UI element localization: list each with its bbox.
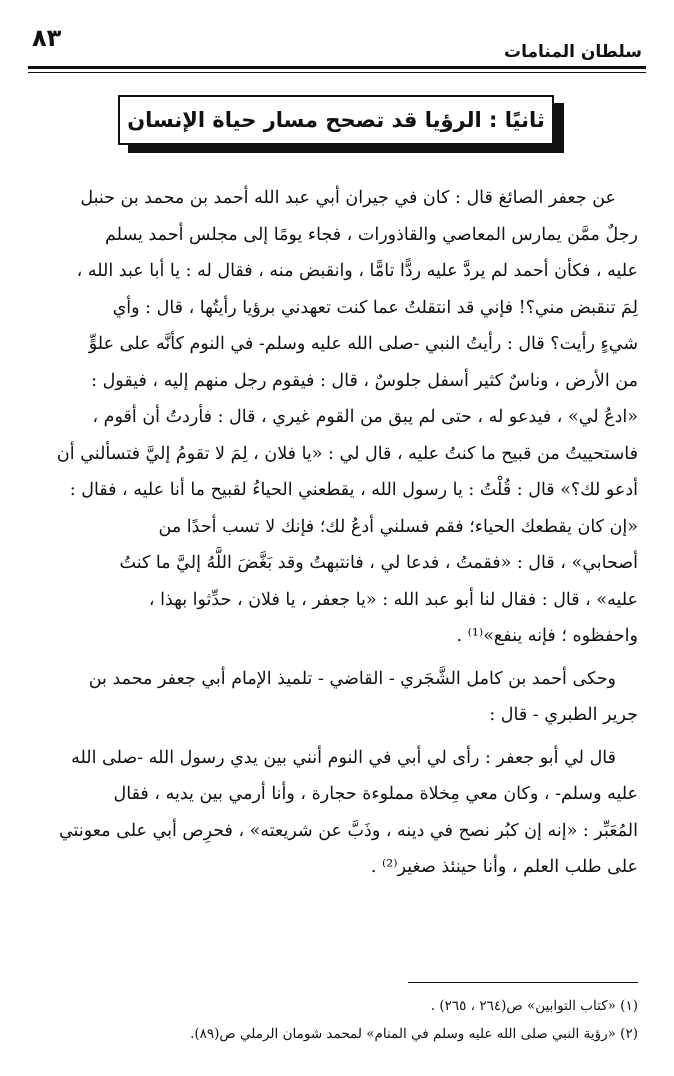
text-line: فاستحييتُ من قبيح ما كنتُ عليه ، قال لي : «يا فلان ، لِمَ لا تقومُ إليَّ فتسألني أن [56,443,638,464]
text-line: أصحابي» ، قال : «فقمتُ ، فدعا لي ، فانتبهتُ وقد بَغَّضَ اللَّهُ إليَّ ما كنتُ [119,553,638,573]
text-line: عليه ، فكأن أحمد لم يردَّ عليه ردًّا تامًّا ، وانقبض منه ، فقال له : يا أبا عبد الله ، [76,261,638,281]
footnote-separator [408,982,638,983]
section-title: ثانيًا : الرؤيا قد تصحح مسار حياة الإنسان [127,108,545,132]
body-text [36,180,638,886]
text-line: رجلٌ ممَّن يمارس المعاصي والقاذورات ، فجاء يومًا إلى مجلس أحمد يسلم [105,224,638,245]
paragraph-3 [36,740,638,886]
text-line: جرير الطبري - قال : [489,705,638,725]
text-line: «إن كان يقطعك الحياء؛ فقم فسلني أدعُ لك؛ فإنك لا تسب أحدًا من [158,516,638,537]
text-line: واحفظوه ؛ فإنه ينفع»⁽¹⁾ . [456,626,638,646]
text-line: قال لي أبو جعفر : رأى لي أبي في النوم أنني بين يدي رسول الله -صلى الله [71,747,616,768]
footnote-1: (١) «كتاب التوابين» ص(٢٦٤ ، ٢٦٥) . [430,998,638,1014]
footnote-2: (٢) «رؤية النبي صلى الله عليه وسلم في المنام» لمحمد شومان الرملي ص(٨٩). [190,1026,638,1042]
text-line: عن جعفر الصائغ قال : كان في جيران أبي عبد الله أحمد بن محمد بن حنبل [80,188,616,208]
text-line: عليه وسلم- ، وكان معي مِخلاة مملوءة حجارة ، وأنا أرمي بين يديه ، فقال [113,784,638,804]
text-line: على طلب العلم ، وأنا حينئذ صغير⁽²⁾ . [370,857,638,877]
section-heading-box [118,95,564,153]
text-line: المُعَبِّر : «إنه إن كبُر نصح في دينه ، وذَبَّ عن شريعته» ، فحرِص أبي على معونتي [58,820,638,841]
page-header [32,22,642,62]
page-number: ٨٣ [32,24,62,52]
text-line: لِمَ تنقبض مني؟! فإني قد انتقلتُ عما كنت تعهدني برؤيا رأيتُها ، قال : وأي [112,297,638,318]
text-line: أدعو لك؟» قال : قُلْتُ : يا رسول الله ، يقطعني الحياءُ لقبيح ما أنا عليه ، فقال : [69,480,638,500]
text-line: شيءٍ رأيت؟ قال : رأيتُ النبي -صلى الله عليه وسلم- في النوم كأنَّه على علوٍّ [88,334,638,354]
text-line: وحكى أحمد بن كامل الشَّجَري - القاضي - تلميذ الإمام أبي جعفر محمد بن [88,668,616,689]
paragraph-2 [36,661,638,734]
paragraph-1 [36,180,638,655]
text-line: من الأرض ، وناسٌ كثير أسفل جلوسٌ ، قال : فيقوم رجل منهم إليه ، فيقول : [91,370,638,391]
text-line: عليه» ، قال : فقال لنا أبو عبد الله : «يا جعفر ، يا فلان ، حدِّثوا بهذا ، [148,589,638,610]
header-rule-thick [28,66,646,69]
running-title: سلطان المنامات [504,42,642,62]
footnotes [36,992,638,1048]
section-heading-frame [118,95,554,145]
header-rule-thin [28,72,646,73]
text-line: «ادعُ لي» ، فيدعو له ، حتى لم يبق من القوم غيري ، قال : فأردتُ أن أقوم ، [92,407,638,427]
